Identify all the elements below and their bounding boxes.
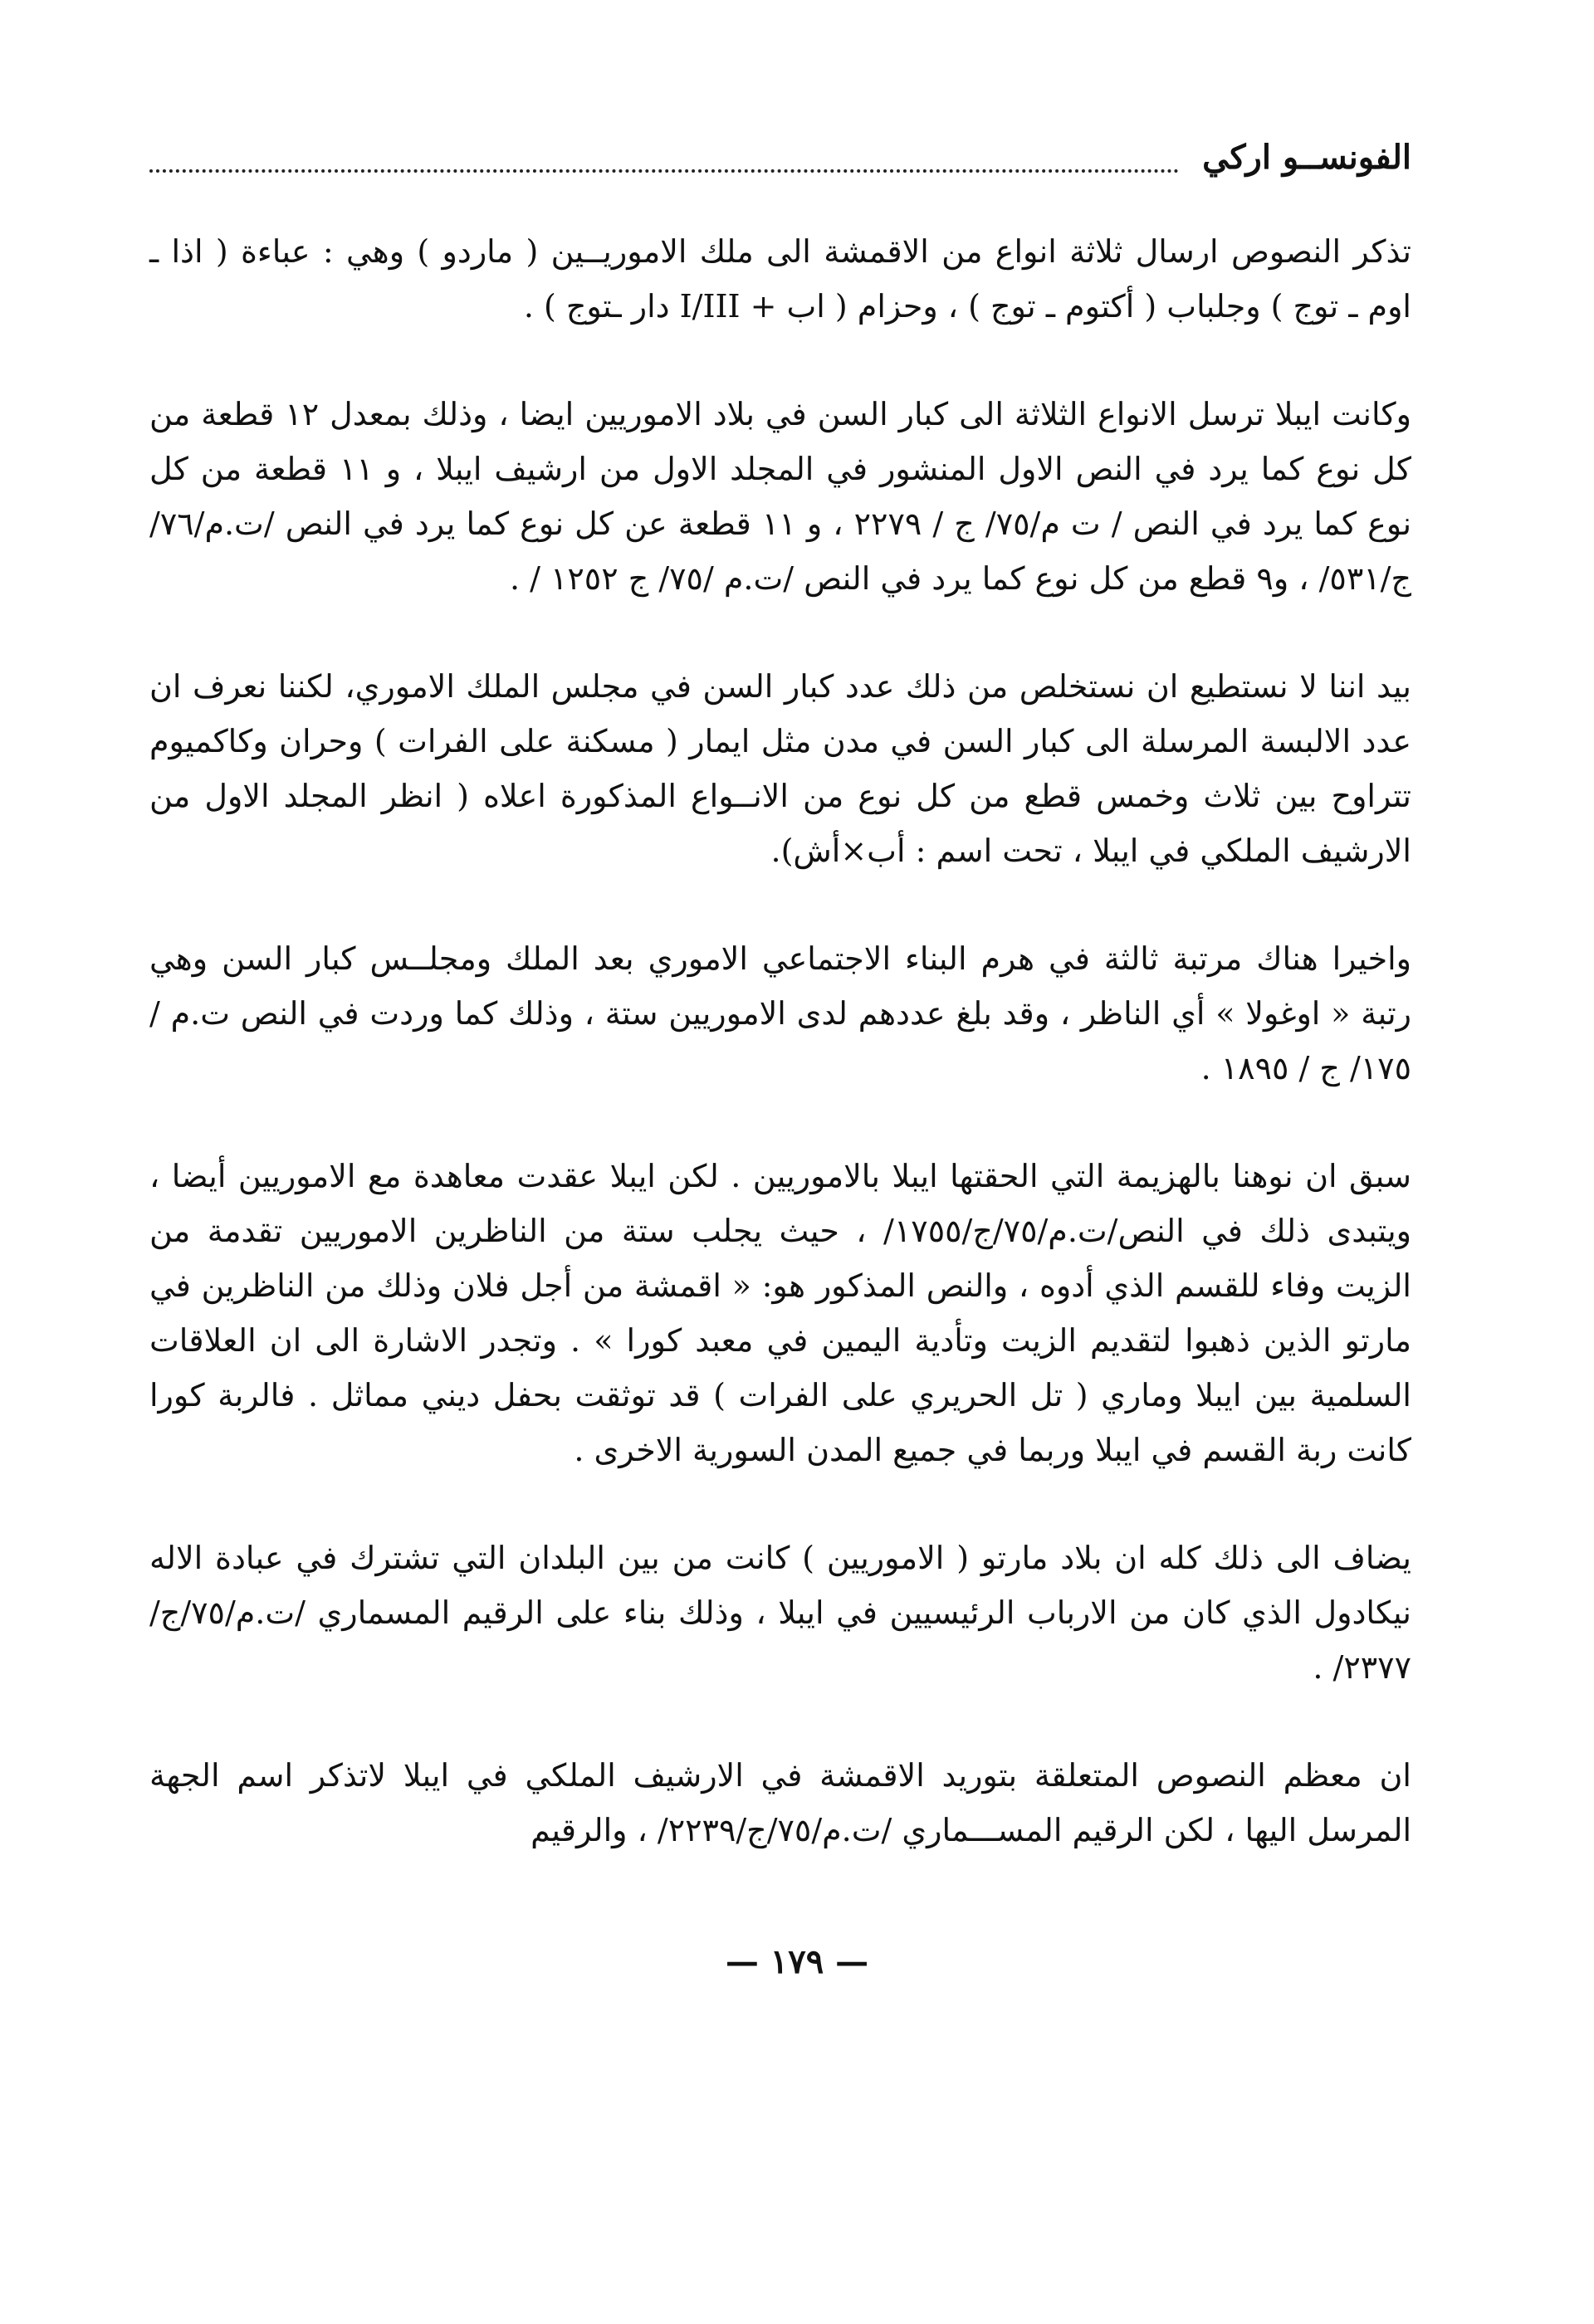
main-text bbox=[149, 224, 1411, 1911]
paragraph: ان معظم النصوص المتعلقة بتوريد الاقمشة في الارشيف الملكي في ايبلا لاتذكر اسم الجهة المرسل اليها ، لكن الرقيم المســـماري /ت.م/٧٥/ج/٢٢٣٩/ ، والرقيم bbox=[149, 1757, 1411, 1848]
running-header bbox=[149, 133, 1411, 183]
header-title: الفونســو اركي bbox=[1202, 138, 1411, 177]
paragraph: بيد اننا لا نستطيع ان نستخلص من ذلك عدد كبار السن في مجلس الملك الاموري، لكننا نعرف ان عدد الالبسة المرسلة الى كبار السن في مدن مثل ايمار ( مسكنة على الفرات ) وحران وكاكميوم تتراوح بين ثلاث وخمس قطع من كل نوع من الانــواع المذكورة اعلاه ( انظر المجلد الاول من الارشيف الملكي في ايبلا ، تحت اسم : أب×أش). bbox=[149, 668, 1411, 869]
paragraph: تذكر النصوص ارسال ثلاثة انواع من الاقمشة الى ملك الاموريــين ( ماردو ) وهي : عباءة ( اذا ـ اوم ـ توج ) وجلباب ( أكتوم ـ توج ) ، وحزام ( اب + I/III دار ـتوج ) . bbox=[149, 233, 1411, 325]
header-dotted-rule bbox=[149, 169, 1179, 173]
paragraph: يضاف الى ذلك كله ان بلاد مارتو ( الاموريين ) كانت من بين البلدان التي تشترك في عبادة الاله نيكادول الذي كان من الارباب الرئيسيين في ايبلا ، وذلك بناء على الرقيم المسماري /ت.م/٧٥/ج/٢٣٧٧/ . bbox=[149, 1540, 1411, 1686]
paragraph: وكانت ايبلا ترسل الانواع الثلاثة الى كبار السن في بلاد الاموريين ايضا ، وذلك بمعدل ١٢ قطعة من كل نوع كما يرد في النص الاول المنشور في المجلد الاول من ارشيف ايبلا ، و ١١ قطعة من كل نوع كما يرد في النص / ت م/٧٥/ ج / ٢٢٧٩ ، و ١١ قطعة عن كل نوع كما يرد في النص /ت.م/٧٦/ج/٥٣١/ ، و٩ قطع من كل نوع كما يرد في النص /ت.م /٧٥/ ج ١٢٥٢ / . bbox=[149, 396, 1412, 597]
paragraph: واخيرا هناك مرتبة ثالثة في هرم البناء الاجتماعي الاموري بعد الملك ومجلــس كبار السن وهي رتبة « اوغولا » أي الناظر ، وقد بلغ عددهم لدى الاموريين ستة ، وذلك كما وردت في النص ت.م /١٧٥/ ج / ١٨٩٥ . bbox=[149, 940, 1411, 1086]
paragraph: سبق ان نوهنا بالهزيمة التي الحقتها ايبلا بالاموريين . لكن ايبلا عقدت معاهدة مع الاموريين أيضا ، ويتبدى ذلك في النص/ت.م/٧٥/ج/١٧٥٥/ ، حيث يجلب ستة من الناظرين الاموريين تقدمة من الزيت وفاء للقسم الذي أدوه ، والنص المذكور هو: « اقمشة من أجل فلان وذلك من الناظرين في مارتو الذين ذهبوا لتقديم الزيت وتأدية اليمين في معبد كورا » . وتجدر الاشارة الى ان العلاقات السلمية بين ايبلا وماري ( تل الحريري على الفرات ) قد توثقت بحفل ديني مماثل . فالربة كورا كانت ربة القسم في ايبلا وربما في جميع المدن السورية الاخرى . bbox=[149, 1158, 1411, 1468]
page-number: — ١٧٩ — bbox=[725, 1942, 869, 1981]
